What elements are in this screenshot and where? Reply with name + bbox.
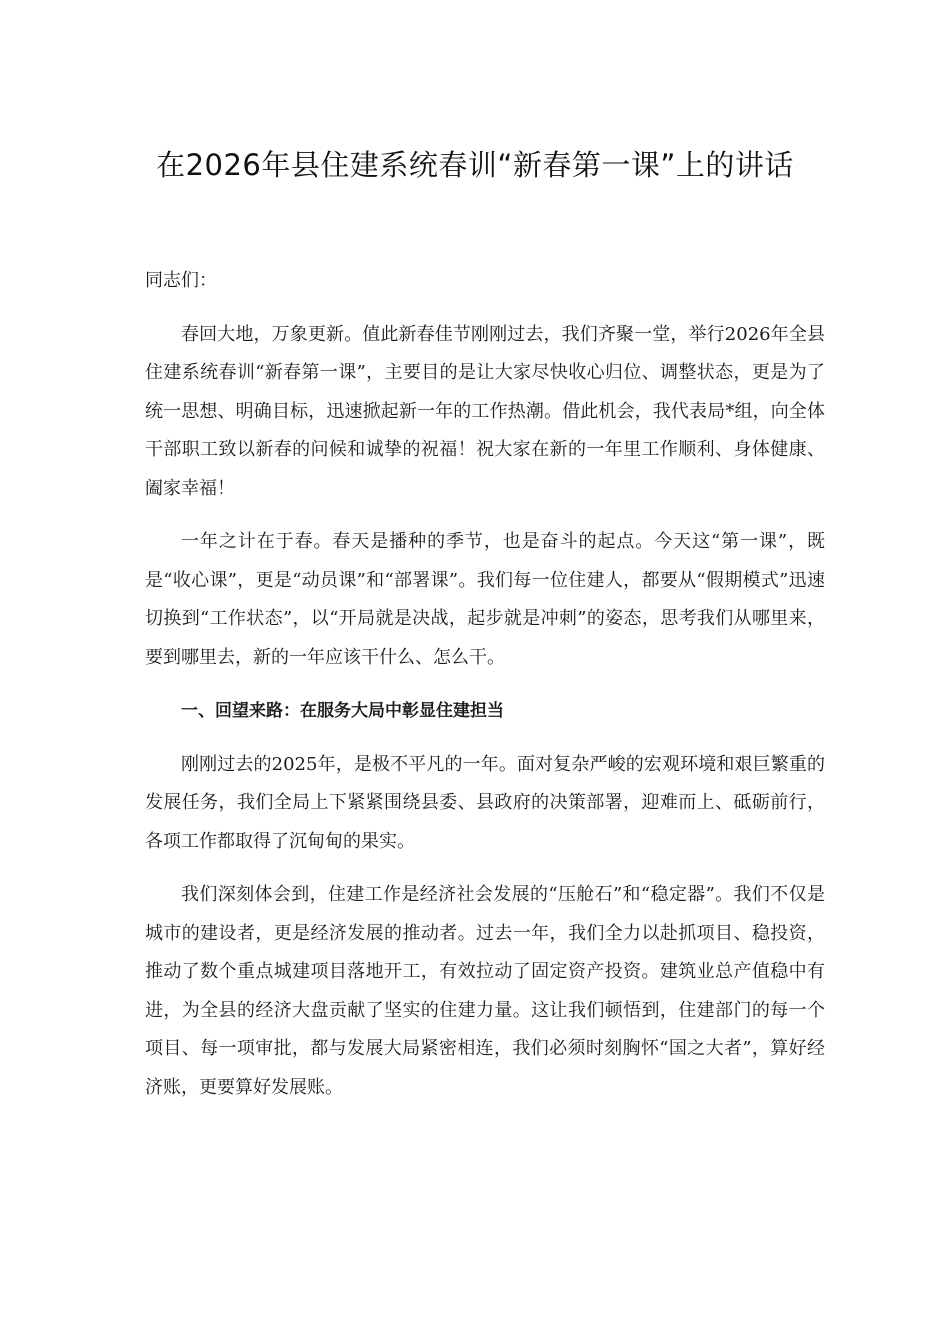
paragraph-deep-understanding: 我们深刻体会到，住建工作是经济社会发展的“压舱石”和“稳定器”。我们不仅是城市的建设者，更是经济发展的推动者。过去一年，我们全力以赴抓项目、稳投资，推动了数个重点城建项目落地开工，有效拉动了固定资产投资。建筑业总产值稳中有进，为全县的经济大盘贡献了坚实的住建力量。这让我们顿悟到，住建部门的每一个项目、每一项审批，都与发展大局紧密相连，我们必须时刻胸怀“国之大者”，算好经济账，更要算好发展账。: [145, 884, 825, 1098]
section-heading: 一、回望来路：在服务大局中彰显住建担当: [181, 701, 504, 721]
paragraph-opening: 春回大地，万象更新。值此新春佳节刚刚过去，我们齐聚一堂，举行2026年全县住建系统春训“新春第一课”，主要目的是让大家尽快收心归位、调整状态，更是为了统一思想、明确目标，迅速掀起新一年的工作热潮。借此机会，我代表局*组，向全体干部职工致以新春的问候和诚挚的祝福！祝大家在新的一年里工作顺利、身体健康、阖家幸福！: [145, 323, 825, 499]
page-title: 在2026年县住建系统春训“新春第一课”上的讲话: [156, 148, 794, 182]
paragraph-review-2025: 刚刚过去的2025年，是极不平凡的一年。面对复杂严峻的宏观环境和艰巨繁重的发展任务，我们全局上下紧紧围绕县委、县政府的决策部署，迎难而上、砥砺前行，各项工作都取得了沉甸甸的果实。: [145, 753, 825, 852]
paragraph-first-lesson: 一年之计在于春。春天是播种的季节，也是奋斗的起点。今天这“第一课”，既是“收心课”，更是“动员课”和“部署课”。我们每一位住建人，都要从“假期模式”迅速切换到“工作状态”，以“开局就是决战，起步就是冲刺”的姿态，思考我们从哪里来，要到哪里去，新的一年应该干什么、怎么干。: [145, 531, 825, 668]
salutation: 同志们：: [145, 270, 217, 291]
document-body: [145, 262, 825, 1122]
